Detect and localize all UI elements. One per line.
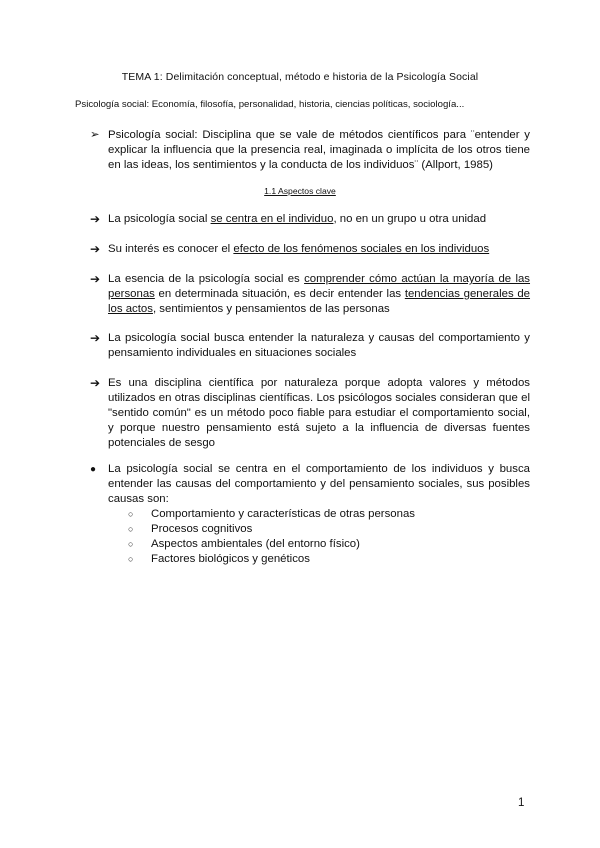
arrow-bullet-icon: ➔ [90,272,101,286]
key-point-text: La psicología social se centra en el individuo, no en un grupo u otra unidad [108,213,487,225]
key-point-text: Su interés es conocer el efecto de los fenómenos sociales en los individuos [108,243,490,255]
underlined-text: se centra en el individuo [210,213,334,225]
arrow-bullet-icon: ➔ [90,331,101,345]
arrow-bullet-icon: ➔ [90,212,101,226]
underlined-text: tendencias generales de los actos [108,288,531,315]
section-title: 1.1 Aspectos clave [264,186,336,196]
arrow-bullet-icon: ➔ [90,242,101,256]
arrow-bullet-icon: ➔ [90,376,101,390]
key-point-text: Es una disciplina científica por naturaleza porque adopta valores y métodos utilizados en otras disciplinas científicas. Los psicólogos sociales consideran que el "sentido común" es un método poco fiable para estudiar el comportamiento social, y porque nuestro pensamiento está sujeto a la influencia de diversas fuentes potenciales de sesgo [108,377,530,449]
list-item: ○ Comportamiento y características de otras personas [128,508,415,520]
arrowhead-bullet-icon: ➢ [90,129,100,141]
circle-bullet-icon: ○ [128,509,134,519]
list-item: ○ Procesos cognitivos [128,523,253,535]
causes-list [108,507,530,567]
causes-text: La psicología social se centra en el comportamiento de los individuos y busca entender las causas del comportamiento y del pensamiento sociales, sus posibles causas son: ○ Comportamiento y características de otras personas ○ Procesos cognitivos ○ Aspectos ambientales (del entorno físico) ○ Factores biológicos y genéticos [108,463,530,565]
key-point [90,331,530,361]
dot-bullet-icon: ● [90,464,97,475]
circle-bullet-icon: ○ [128,539,134,549]
page-number: 1 [518,797,525,809]
definition-text: Psicología social: Disciplina que se vale de métodos científicos para ¨entender y explicar la influencia que la presencia real, imaginada o implícita de los otros tiene en las ideas, los sentimientos y la conducta de los individuos¨ (Allport, 1985) [108,129,530,171]
section-heading [0,186,600,196]
page-subtitle: Psicología social: Economía, filosofía, personalidad, historia, ciencias políticas, sociología... [75,99,465,110]
causes-paragraph [90,462,530,567]
list-item: ○ Aspectos ambientales (del entorno físico) [128,538,360,550]
underlined-text: comprender cómo actúan la mayoría de las personas [108,273,531,300]
key-point [90,242,530,257]
key-point [90,212,530,227]
circle-bullet-icon: ○ [128,554,134,564]
key-point-text: La esencia de la psicología social es comprender cómo actúan la mayoría de las personas en determinada situación, es decir entender las tendencias generales de los actos, sentimientos y pensamientos de las personas [108,273,531,315]
underlined-text: efecto de los fenómenos sociales en los individuos [233,243,490,255]
definition-paragraph [90,128,530,173]
key-point-text: La psicología social busca entender la naturaleza y causas del comportamiento y pensamiento individuales en situaciones sociales [108,332,530,359]
circle-bullet-icon: ○ [128,524,134,534]
key-point [90,272,530,317]
page-title: TEMA 1: Delimitación conceptual, método e historia de la Psicología Social [121,71,479,83]
list-item: ○ Factores biológicos y genéticos [128,553,310,565]
key-point [90,376,530,451]
